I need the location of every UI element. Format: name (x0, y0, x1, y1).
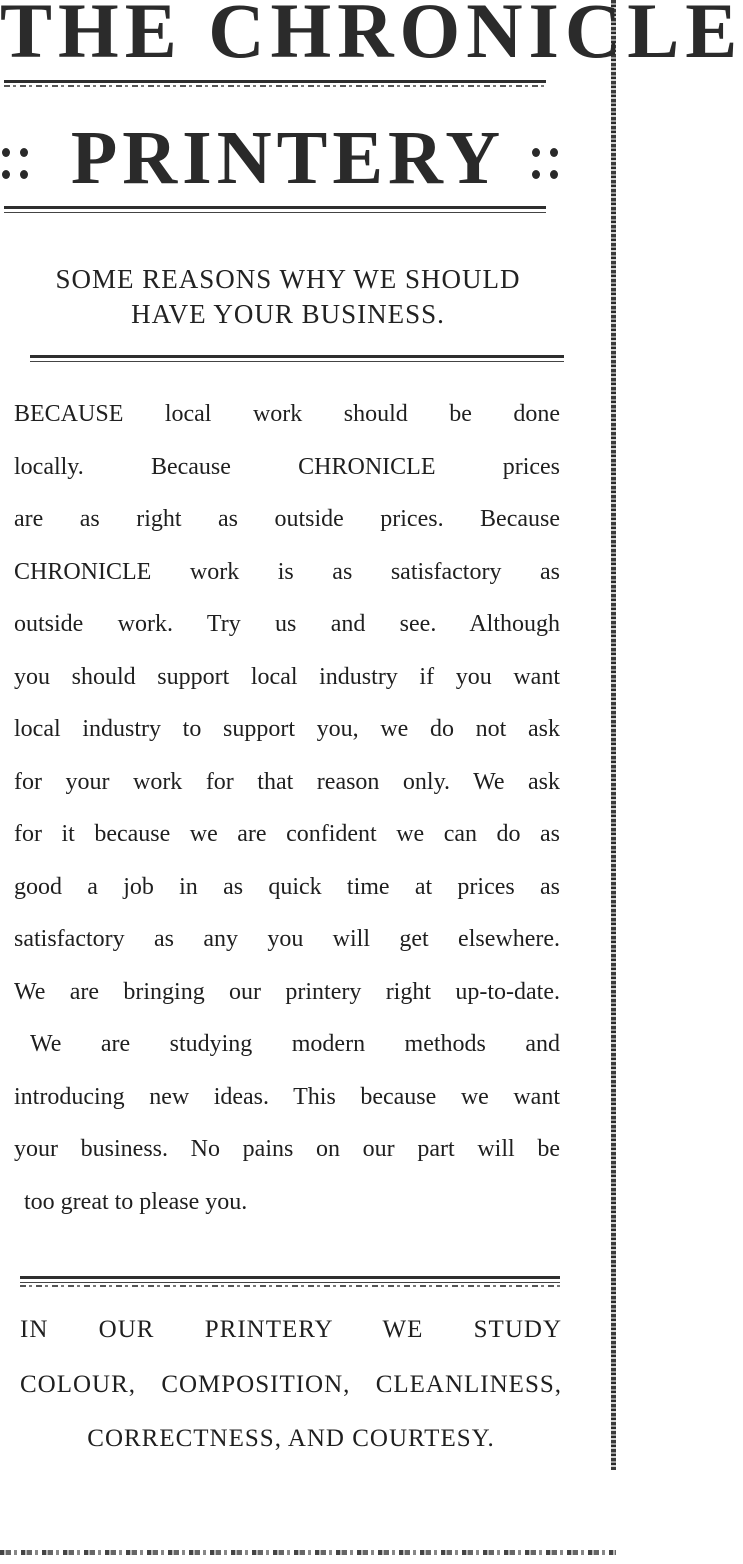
body-line: CHRONICLE work is as satisfactory as (14, 558, 560, 585)
body-text (14, 392, 560, 1232)
body-line: satisfactory as any you will get elsewhere. (14, 926, 560, 952)
bottom-border (0, 1550, 616, 1555)
body-line: We are studying modern methods and (30, 1031, 560, 1057)
section-title: PRINTERY (70, 116, 506, 200)
body-line: We are bringing our printery right up-to-date. (14, 978, 560, 1005)
body-line: BECAUSE local work should be done (14, 401, 560, 427)
body-line: locally. Because CHRONICLE prices (14, 453, 560, 480)
body-line: are as right as outside prices. Because (14, 506, 560, 532)
body-line: your business. No pains on our part will be (14, 1136, 560, 1162)
footer-block (20, 1310, 562, 1474)
body-line: too great to please you. (24, 1188, 248, 1215)
footer-line-1: IN OUR PRINTERY WE STUDY (20, 1316, 562, 1343)
body-line: outside work. Try us and see. Although (14, 611, 560, 637)
body-line: for it because we are confident we can do as (14, 821, 560, 847)
body-line: local industry to support you, we do not ask (14, 716, 560, 742)
section-title-row (0, 118, 576, 198)
footer-line-2: COLOUR, COMPOSITION, CLEANLINESS, (20, 1370, 562, 1398)
body-line: introducing new ideas. This because we want (14, 1083, 560, 1110)
right-ornament-icon (532, 148, 562, 188)
page-crop-edge (611, 0, 616, 1470)
body-line: good a job in as quick time at prices as (14, 873, 560, 900)
body-line: you should support local industry if you want (14, 663, 560, 690)
masthead-title: THE CHRONICLE (0, 0, 743, 74)
footer-line-3: CORRECTNESS, AND COURTESY. (87, 1425, 495, 1452)
masthead-rule (4, 80, 546, 87)
body-line: for your work for that reason only. We ask (14, 768, 560, 795)
section-rule (4, 206, 546, 213)
heading-rule (30, 355, 564, 362)
heading-line-1: SOME REASONS WHY WE SHOULD (55, 264, 521, 294)
footer-rule (20, 1276, 560, 1287)
heading-line-2: HAVE YOUR BUSINESS. (131, 299, 445, 329)
